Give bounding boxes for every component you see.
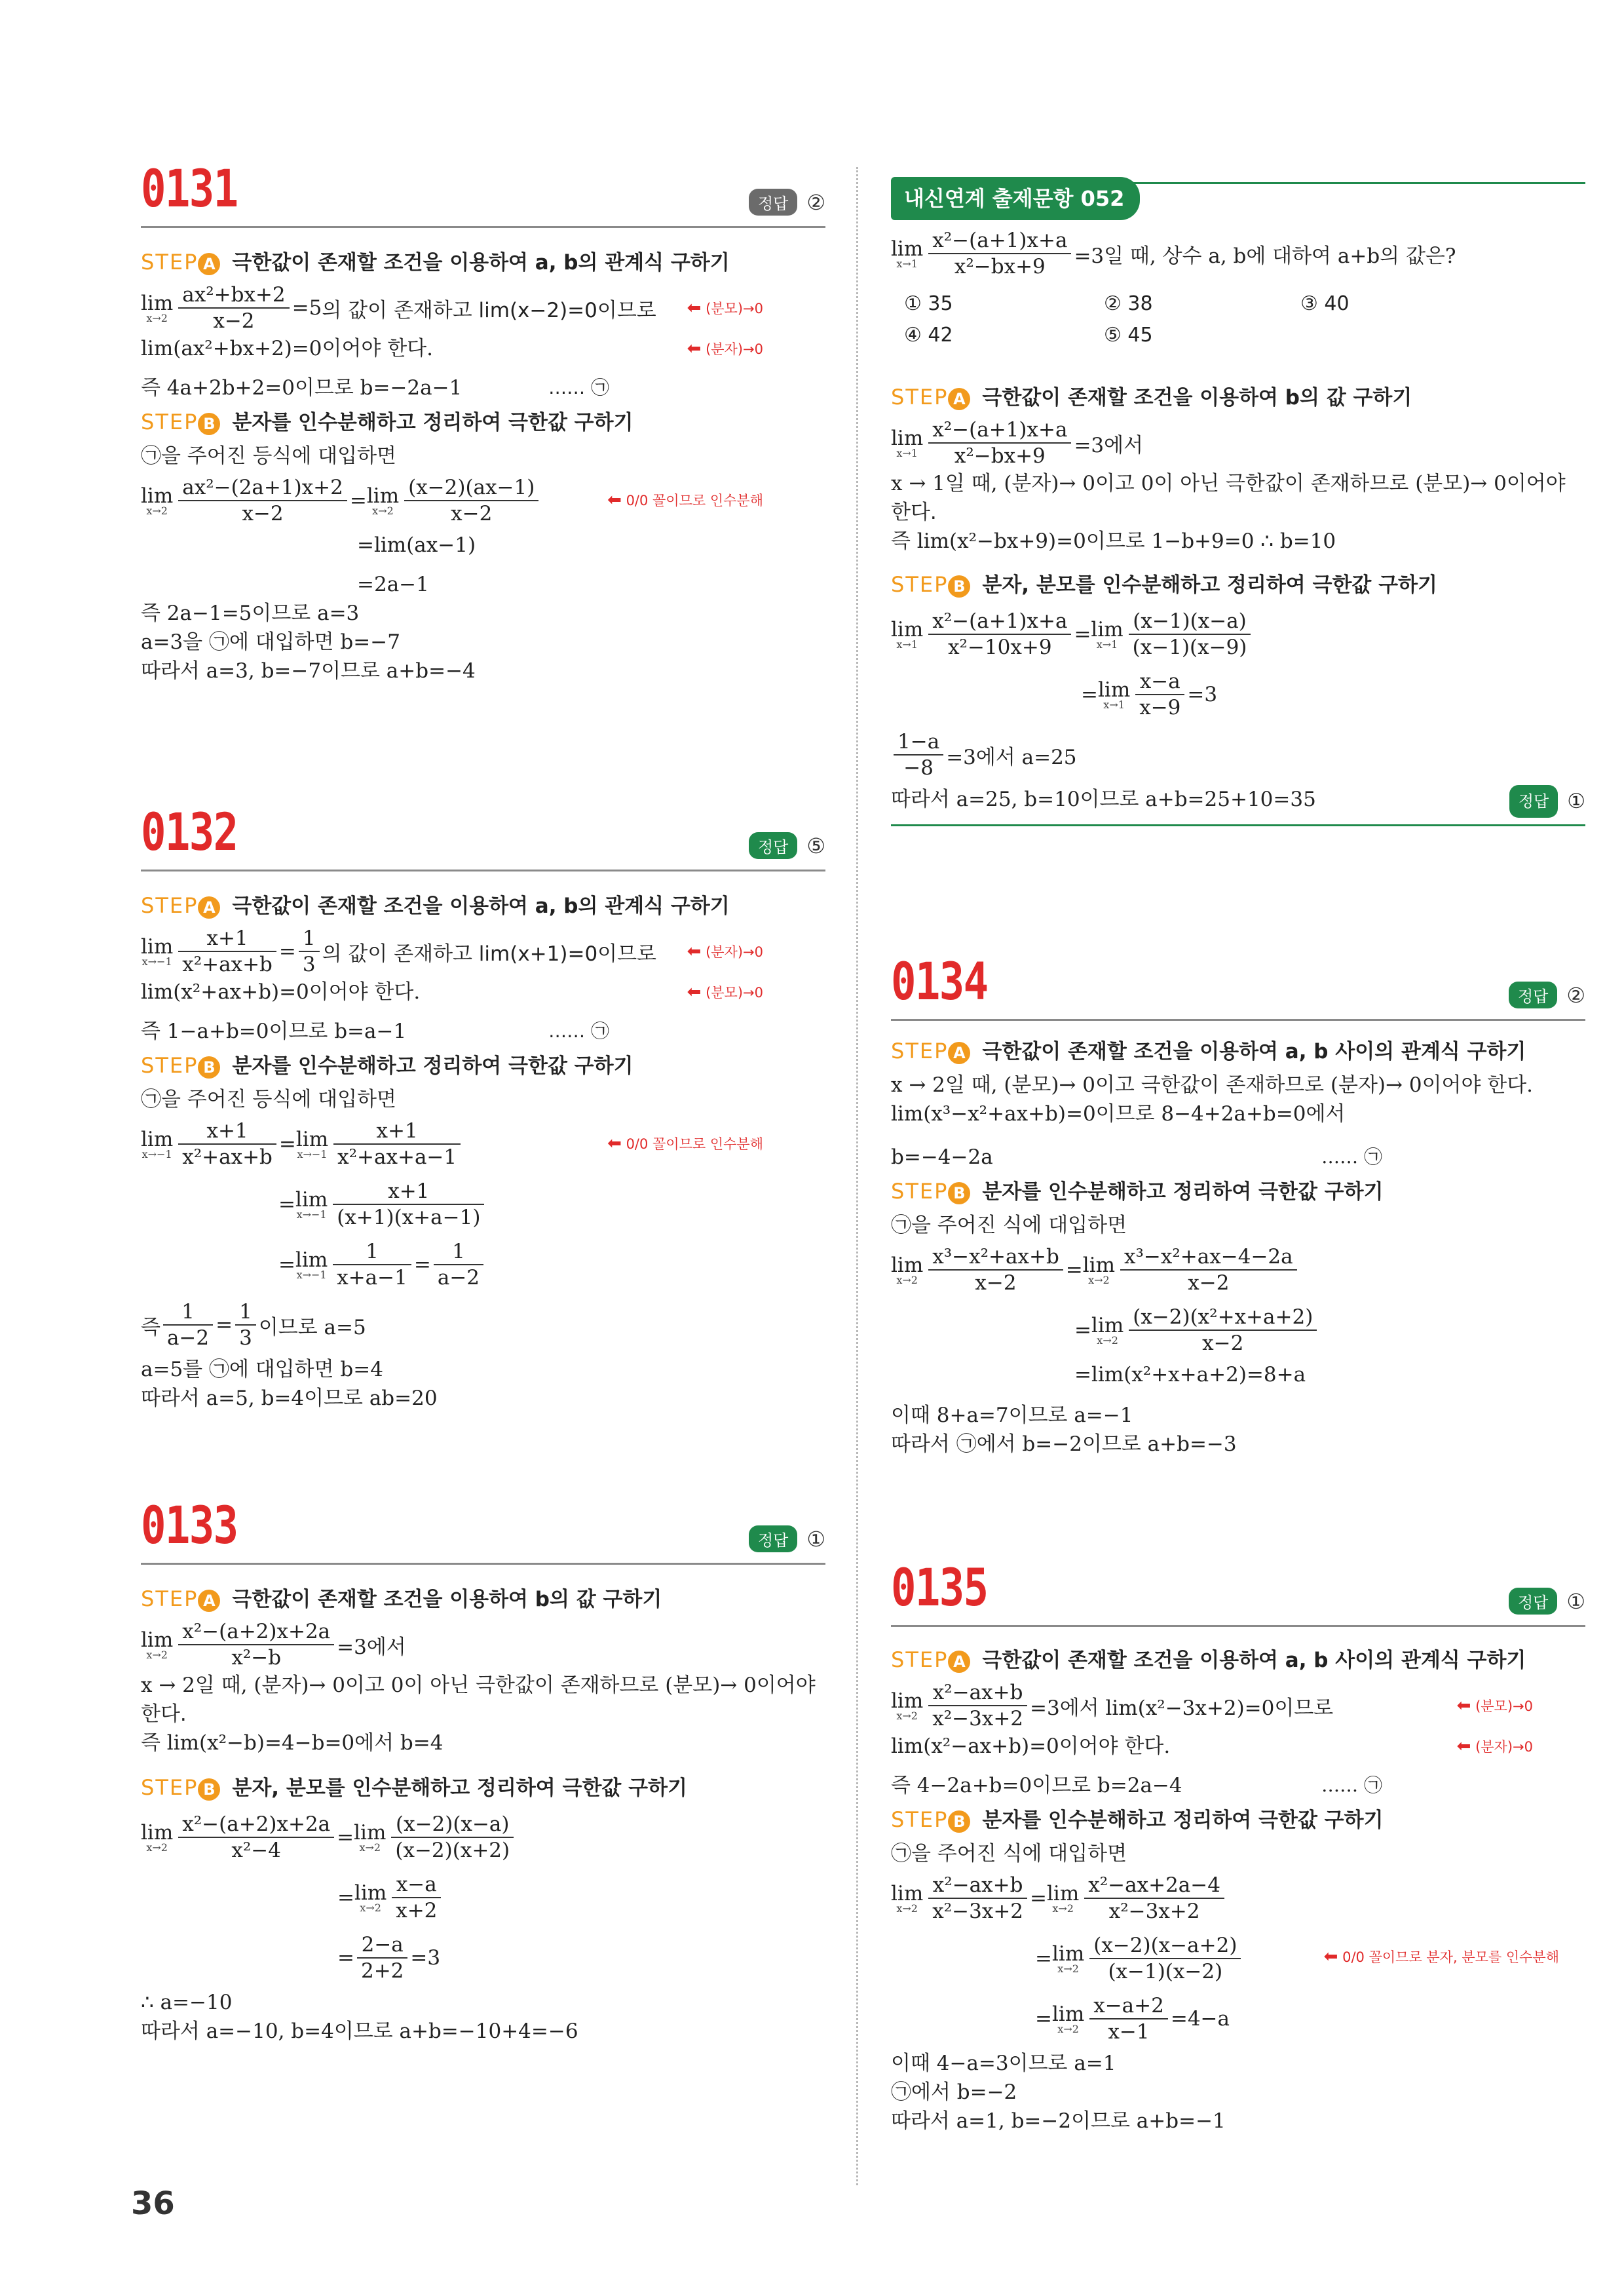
equation-line: lim x→−1 $\frac{x+1}{\text{x²+ax+b}}$ = $\frac{1}{3}$ 의 값이 존재하고 lim(x+1)=0이므로 ⬅ (분자)→0 [141, 927, 763, 976]
problem-0133 [141, 1497, 825, 2046]
equation-step: = lim x→2 $\frac{x-a+2}{x-1}$ =4−a [1035, 1994, 1230, 2044]
equation-line: lim x→1 $\frac{\text{x²−(a+1)x+a}}{\text{x²−10x+9}}$ = lim x→1 $\frac{(x-1)(x-a)}{(x-1)(x-9)}$ [891, 604, 1585, 664]
step-title: 극한값이 존재할 조건을 이용하여 a, b의 관계식 구하기 [232, 251, 730, 275]
step-a-heading: STEP A 극한값이 존재할 조건을 이용하여 a, b의 관계식 구하기 [141, 893, 730, 918]
side-note: ⬅ 0/0 꼴이므로 인수분해 [607, 1134, 763, 1153]
side-note: ⬅ (분모)→0 [687, 298, 763, 318]
answer-badge: 정답 [749, 832, 797, 859]
choice: ④ 42 [904, 324, 953, 347]
step-b-heading: STEP B 분자를 인수분해하고 정리하여 극한값 구하기 [891, 1179, 1384, 1204]
step-b-heading: STEP B 분자, 분모를 인수분해하고 정리하여 극한값 구하기 [141, 1775, 687, 1800]
problem-number: 0134 [891, 953, 988, 1012]
text-line: 즉 2a−1=5이므로 a=3 [141, 602, 360, 625]
green-rule [891, 824, 1585, 826]
text-line: a=3을 ㉠에 대입하면 b=−7 [141, 630, 400, 654]
fraction: $\frac{\text{ax²+bx+2}}{x-2}$ [178, 282, 289, 334]
equation-step: =2a−1 [357, 573, 429, 596]
page-number: 36 [131, 2185, 175, 2222]
text-line: lim(ax²+bx+2)=0이어야 한다. ⬅ (분자)→0 [141, 334, 825, 373]
side-note: ⬅ (분자)→0 [687, 339, 763, 358]
equation-step: = $\frac{2-a}{2+2}$ =3 [337, 1933, 441, 1983]
step-b-icon: B [198, 413, 220, 435]
side-note: ⬅ (분모)→0 [687, 982, 763, 1002]
text-line: 한다. [141, 1702, 187, 1726]
text-line: ㉠을 주어진 식에 대입하면 [891, 1214, 1127, 1237]
step-label: STEP [141, 250, 198, 275]
step-b-icon: B [198, 1056, 220, 1079]
step-a-heading: STEP A 극한값이 존재할 조건을 이용하여 b의 값 구하기 [141, 1586, 662, 1611]
answer-value: ② [1566, 982, 1585, 1008]
equation-line: 즉 $\frac{1}{a-2}$ = $\frac{1}{3}$ 이므로 a=5 [141, 1300, 366, 1350]
answer-box [749, 832, 825, 859]
answer-box [1509, 1588, 1585, 1615]
step-a-icon: A [948, 1651, 970, 1673]
step-title: 분자를 인수분해하고 정리하여 극한값 구하기 [232, 411, 633, 434]
choice: ③ 40 [1300, 292, 1350, 315]
text-line: 따라서 a=25, b=10이므로 a+b=25+10=35 정답 ① [891, 785, 1585, 814]
answer-box [749, 1525, 825, 1552]
equation-step: = lim x→2 $\frac{x-a}{x+2}$ [141, 1867, 825, 1928]
answer-badge: 정답 [749, 189, 797, 216]
step-a-icon: A [198, 896, 220, 919]
step-a-heading [141, 242, 825, 282]
problem-header [891, 1559, 1585, 1627]
text-line: 즉 1−a+b=0이므로 b=a−1 …… ㉠ [141, 1020, 609, 1043]
problem-number: 0135 [891, 1559, 988, 1618]
equation-line: lim x→2 $\frac{\text{x²−ax+b}}{\text{x²−3x+2}}$ =3에서 lim(x²−3x+2)=0이므로 ⬅ (분모)→0 [891, 1681, 1533, 1731]
step-b-heading: STEP B 분자, 분모를 인수분해하고 정리하여 극한값 구하기 [891, 572, 1437, 597]
step-a-heading: STEP A 극한값이 존재할 조건을 이용하여 b의 값 구하기 [891, 385, 1412, 410]
column-divider [856, 167, 858, 2185]
problem-0134 [891, 953, 1585, 1459]
equation-line: lim x→2 $\frac{\text{x²−(a+2)x+2a}}{\text{x²−b}}$ =3에서 [141, 1620, 406, 1670]
answer-badge: 정답 [1509, 1588, 1557, 1615]
side-note: ⬅ 0/0 꼴이므로 분자, 분모를 인수분해 [1323, 1947, 1559, 1966]
problem-0131 [141, 160, 825, 685]
text-line: ㉠을 주어진 식에 대입하면 [891, 1842, 1127, 1866]
equation-step: =lim(x²+x+a+2)=8+a [1074, 1363, 1306, 1387]
equation-line: lim x→−1 $\frac{x+1}{\text{x²+ax+b}}$ = lim x→−1 $\frac{x+1}{\text{x²+ax+a−1}}$ ⬅ 0/0 꼴이므로 인수분해 [141, 1119, 763, 1169]
step-a-icon: A [198, 1590, 220, 1612]
step-a-heading: STEP A 극한값이 존재할 조건을 이용하여 a, b 사이의 관계식 구하기 [891, 1039, 1526, 1063]
answer-value: ⑤ [806, 833, 825, 858]
question-line: lim x→1 $\frac{\text{x²−(a+1)x+a}}{\text{x²−bx+9}}$ =3일 때, 상수 a, b에 대하여 a+b의 값은? [891, 229, 1456, 278]
problem-header [141, 160, 825, 228]
answer-choices [891, 288, 1585, 351]
step-a-heading: STEP A 극한값이 존재할 조건을 이용하여 a, b 사이의 관계식 구하기 [891, 1647, 1526, 1672]
text-line: 따라서 a=5, b=4이므로 ab=20 [141, 1387, 438, 1410]
text-line: x → 2일 때, (분자)→ 0이고 0이 아닌 극한값이 존재하므로 (분모)→ 0이어야 [141, 1674, 816, 1697]
equation-line: lim x→2 $\frac{\text{x²−ax+b}}{\text{x²−3x+2}}$ = lim x→2 $\frac{\text{x²−ax+2a−4}}{\text{x²−3x+2}}$ [891, 1868, 1585, 1928]
problem-number: 0131 [141, 160, 238, 219]
text-line: 따라서 ㉠에서 b=−2이므로 a+b=−3 [891, 1432, 1237, 1456]
text-line: 즉 lim(x²−bx+9)=0이므로 1−b+9=0 ∴ b=10 [891, 529, 1336, 553]
text-line: lim(x²−ax+b)=0이어야 한다. ⬅ (분자)→0 [891, 1732, 1585, 1771]
answer-box [1509, 982, 1585, 1008]
text-line: ㉠을 주어진 등식에 대입하면 [141, 444, 396, 468]
choice: ① 35 [904, 292, 953, 315]
step-a-icon: A [948, 388, 970, 410]
choice: ② 38 [1104, 292, 1153, 315]
text-line: lim(x²+ax+b)=0이어야 한다. ⬅ (분모)→0 [141, 978, 825, 1017]
text-line: 따라서 a=1, b=−2이므로 a+b=−1 [891, 2109, 1226, 2133]
text-line: a=5를 ㉠에 대입하면 b=4 [141, 1358, 383, 1381]
text-line: 한다. [891, 501, 937, 524]
equation-step: = lim x→2 $\frac{\text{(x−2)(x²+x+a+2)}}{x-2}$ [891, 1300, 1585, 1360]
equation-line: lim x→2 $\frac{\text{x²−(a+2)x+2a}}{\text{x²−4}}$ = lim x→2 $\frac{(x-2)(x-a)}{(x-2)(x+2)}$ [141, 1807, 825, 1867]
side-note: ⬅ (분모)→0 [1456, 1696, 1533, 1715]
step-a-icon: A [948, 1042, 970, 1064]
text-line: 즉 lim(x²−b)=4−b=0에서 b=4 [141, 1731, 444, 1755]
choice: ⑤ 45 [1104, 324, 1153, 347]
answer-value: ① [806, 1526, 825, 1552]
step-b-icon: B [198, 1778, 220, 1801]
answer-value: ① [1566, 1588, 1585, 1614]
text-line: 즉 4−2a+b=0이므로 b=2a−4 …… ㉠ [891, 1774, 1382, 1797]
equation-step: = lim x→−1 $\frac{1}{x+a-1}$ = $\frac{1}{a-2}$ [141, 1234, 825, 1295]
equation-step: = lim x→−1 $\frac{x+1}{(x+1)(x+a-1)}$ [141, 1174, 825, 1234]
text-line: 따라서 a=−10, b=4이므로 a+b=−10+4=−6 [141, 2019, 578, 2043]
side-note: ⬅ (분자)→0 [1456, 1736, 1533, 1756]
equation-line: lim x→2 $\frac{\text{ax²−(2a+1)x+2}}{x-2}$ = lim x→2 $\frac{(x-2)(ax-1)}{x-2}$ ⬅ 0/0 꼴이므로 인수분해 [141, 476, 763, 526]
step-b-heading: STEP B 분자를 인수분해하고 정리하여 극한값 구하기 [141, 1053, 633, 1078]
step-b-heading: STEP B 분자를 인수분해하고 정리하여 극한값 구하기 [141, 410, 633, 434]
equation-step: =lim(ax−1) [357, 533, 476, 557]
text-line: ∴ a=−10 [141, 1991, 233, 2014]
text-line: x → 2일 때, (분모)→ 0이고 극한값이 존재하므로 (분자)→ 0이어야 한다. [891, 1073, 1534, 1097]
equation-step: = lim x→2 $\frac{(x-2)(x-a+2)}{(x-1)(x-2)}$ ⬅ 0/0 꼴이므로 분자, 분모를 인수분해 [1035, 1934, 1559, 1983]
answer-badge: 정답 [1509, 982, 1557, 1008]
answer-badge: 정답 [1509, 785, 1558, 818]
equation-line: $\frac{1-a}{-8}$ =3에서 a=25 [891, 725, 1585, 785]
answer-box [1509, 785, 1585, 818]
text-line: lim(x³−x²+ax+b)=0이므로 8−4+2a+b=0에서 [891, 1102, 1346, 1126]
step-a-icon: A [198, 253, 220, 275]
step-b-icon: B [948, 575, 970, 598]
step-b-heading: STEP B 분자를 인수분해하고 정리하여 극한값 구하기 [891, 1807, 1384, 1832]
text-line: x → 1일 때, (분자)→ 0이고 0이 아닌 극한값이 존재하므로 (분모)→ 0이어야 [891, 472, 1566, 495]
text-line: 이때 8+a=7이므로 a=−1 [891, 1404, 1133, 1427]
step-b-icon: B [948, 1810, 970, 1833]
text-line: 따라서 a=3, b=−7이므로 a+b=−4 [141, 659, 476, 683]
problem-header [891, 953, 1585, 1021]
related-problem-label: 내신연계 출제문항 052 [891, 177, 1140, 220]
side-note: ⬅ 0/0 꼴이므로 인수분해 [607, 490, 763, 510]
text-line: ㉠에서 b=−2 [891, 2080, 1017, 2104]
problem-number: 0133 [141, 1497, 238, 1556]
problem-header [141, 1497, 825, 1565]
problem-0132 [141, 803, 825, 1413]
problem-0135 [891, 1559, 1585, 2135]
problem-header [141, 803, 825, 871]
text-line: 즉 4a+2b+2=0이므로 b=−2a−1 …… ㉠ [141, 376, 609, 400]
text-line: ㉠을 주어진 등식에 대입하면 [141, 1088, 396, 1111]
answer-badge: 정답 [749, 1525, 797, 1552]
step-b-icon: B [948, 1182, 970, 1204]
equation-step: = lim x→1 $\frac{x-a}{x-9}$ =3 [1081, 670, 1218, 719]
text-line: 이때 4−a=3이므로 a=1 [891, 2052, 1116, 2075]
lim-symbol: lim x→2 [141, 292, 174, 324]
equation-line: lim x→2 $\frac{\text{ax²+bx+2}}{x-2}$ =5 의 값이 존재하고 lim(x−2)=0이므로 ⬅ (분모)→0 [141, 283, 763, 333]
answer-value: ② [806, 189, 825, 215]
problem-number: 0132 [141, 803, 238, 862]
side-note: ⬅ (분자)→0 [687, 942, 763, 961]
text-line: b=−4−2a …… ㉠ [891, 1145, 1382, 1169]
answer-value: ① [1567, 790, 1585, 813]
equation-line: lim x→2 $\frac{\text{x³−x²+ax+b}}{x-2}$ = lim x→2 $\frac{\text{x³−x²+ax−4−2a}}{x-2}$ [891, 1240, 1585, 1300]
related-problem [891, 177, 1585, 826]
answer-box [749, 189, 825, 216]
equation-line: lim x→1 $\frac{\text{x²−(a+1)x+a}}{\text{x²−bx+9}}$ =3에서 [891, 418, 1144, 468]
text: 의 값이 존재하고 lim(x−2)=0이므로 [322, 298, 656, 322]
